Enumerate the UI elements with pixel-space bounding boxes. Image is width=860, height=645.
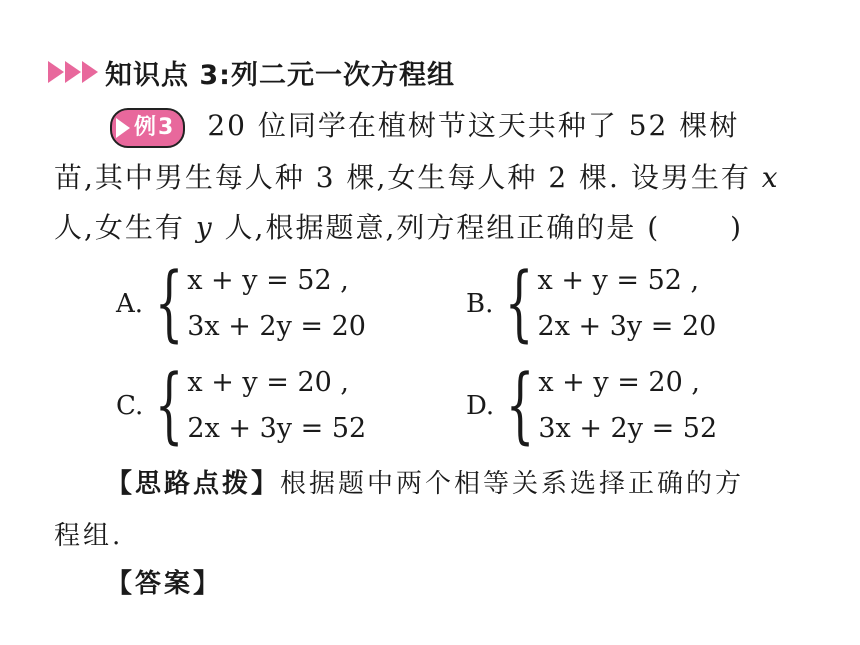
option-b: B. { x + y = 52 , 2x + 3y = 20 <box>466 256 717 351</box>
answer-tag: 【答案】 <box>106 569 223 599</box>
example-line-3: 人,女生有 y 人,根据题意,列方程组正确的是 ( ) <box>54 211 744 244</box>
left-brace-icon: { <box>154 358 184 453</box>
heading-title: 知识点 3:列二元一次方程组 <box>105 59 455 91</box>
option-d: D. { x + y = 20 , 3x + 2y = 52 <box>466 358 718 453</box>
hint-line-1: 【思路点拨】根据题中两个相等关系选择正确的方 <box>106 469 745 499</box>
section-heading <box>48 50 455 94</box>
example-line-1: 例3 20 位同学在植树节这天共种了 52 棵树 <box>110 102 739 150</box>
left-brace-icon: { <box>505 358 535 453</box>
hint-line-2: 程组. <box>54 521 124 551</box>
option-a: A. { x + y = 52 , 3x + 2y = 20 <box>116 256 366 351</box>
hint-tag: 【思路点拨】 <box>106 469 281 499</box>
example-line-2: 苗,其中男生每人种 3 棵,女生每人种 2 棵. 设男生有 x <box>54 161 780 194</box>
option-c: C. { x + y = 20 , 2x + 3y = 52 <box>116 358 367 453</box>
example-badge: 例3 <box>110 108 185 148</box>
left-brace-icon: { <box>154 256 184 351</box>
left-brace-icon: { <box>505 256 534 351</box>
double-triangle-icon <box>48 61 99 83</box>
answer-line <box>106 560 222 608</box>
play-arrow-icon <box>116 118 130 138</box>
